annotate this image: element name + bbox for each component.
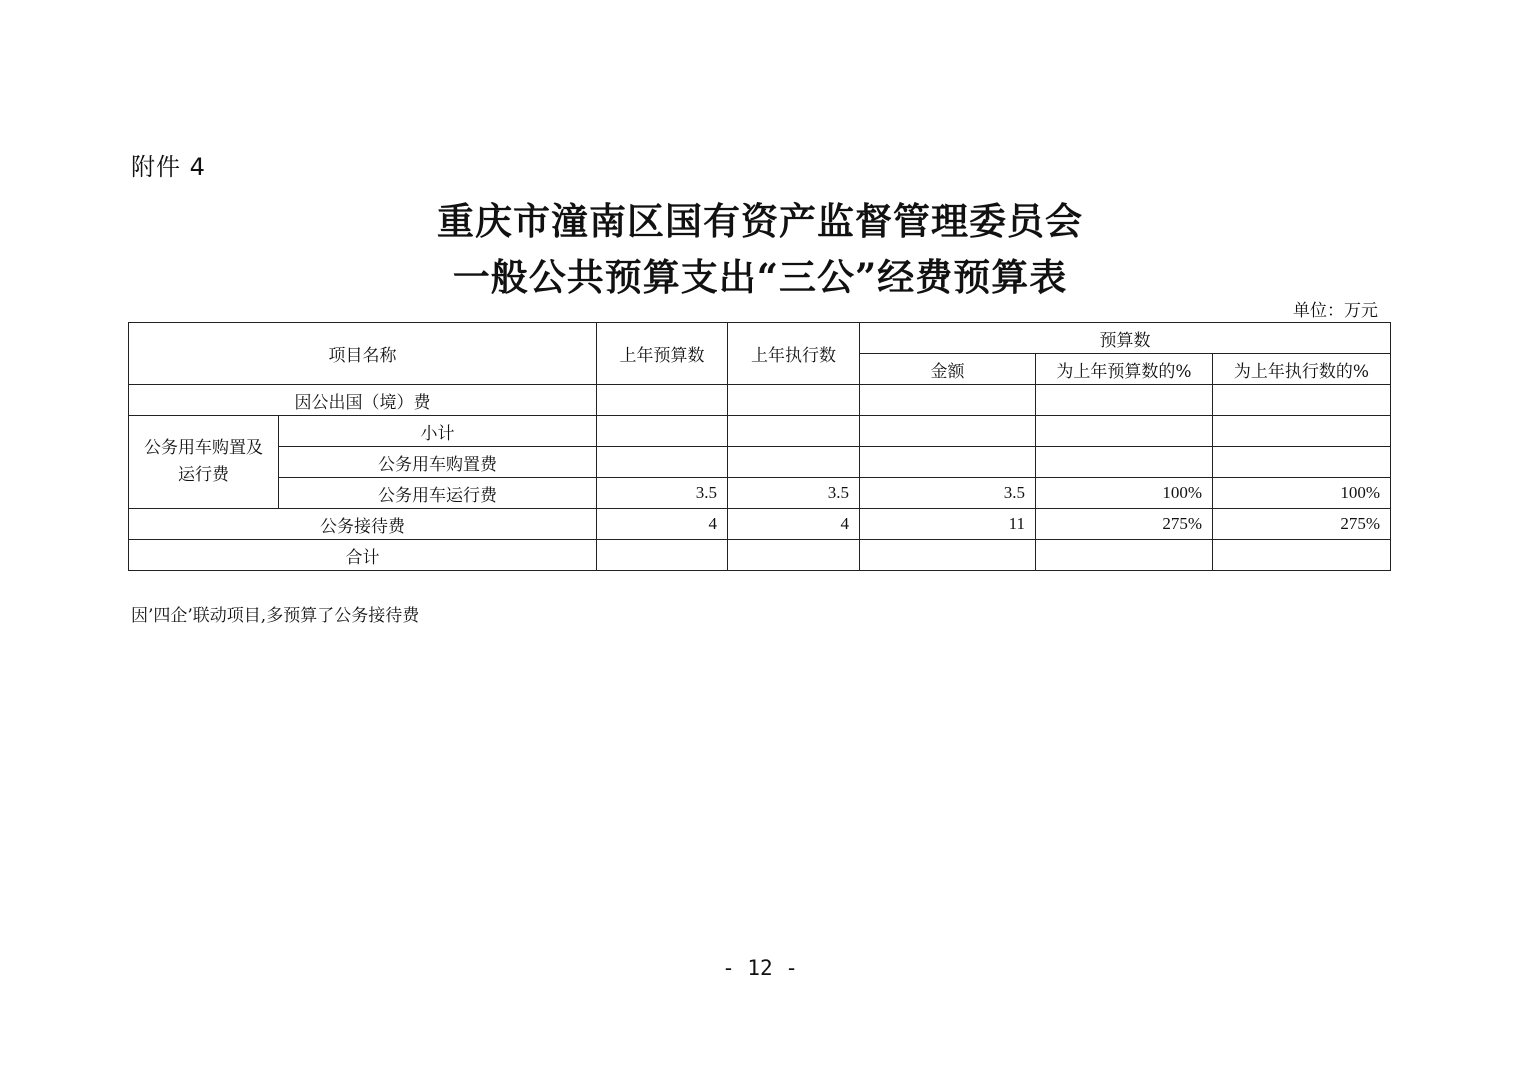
document-title-line-1: 重庆市潼南区国有资产监督管理委员会 — [437, 199, 1083, 243]
cell-pct-budget — [1036, 416, 1213, 447]
cell-pct-actual: 275% — [1213, 509, 1391, 540]
cell-amount: 11 — [860, 509, 1036, 540]
cell-pct-actual: 100% — [1213, 478, 1391, 509]
table-row-vehicle-subtotal — [129, 416, 1391, 447]
table-row-vehicle-purchase — [129, 447, 1391, 478]
unit-label: 单位：万元 — [1293, 301, 1378, 321]
table-row-reception — [129, 509, 1391, 540]
row-label: 因公出国（境）费 — [129, 385, 597, 416]
cell-prev-budget — [597, 447, 728, 478]
header-item-name: 项目名称 — [129, 323, 597, 385]
cell-pct-budget: 275% — [1036, 509, 1213, 540]
header-prev-budget: 上年预算数 — [597, 323, 728, 385]
cell-amount: 3.5 — [860, 478, 1036, 509]
cell-prev-budget: 3.5 — [597, 478, 728, 509]
cell-prev-budget — [597, 416, 728, 447]
cell-amount — [860, 447, 1036, 478]
cell-pct-actual — [1213, 540, 1391, 571]
footnote: 因’四企’联动项目,多预算了公务接待费 — [131, 606, 420, 626]
cell-amount — [860, 540, 1036, 571]
cell-pct-budget — [1036, 385, 1213, 416]
header-prev-actual: 上年执行数 — [728, 323, 860, 385]
table-row-overseas — [129, 385, 1391, 416]
table-row-total — [129, 540, 1391, 571]
cell-prev-actual: 4 — [728, 509, 860, 540]
cell-prev-budget: 4 — [597, 509, 728, 540]
cell-pct-actual — [1213, 416, 1391, 447]
document-title-line-2: 一般公共预算支出“三公”经费预算表 — [452, 255, 1068, 299]
cell-pct-budget: 100% — [1036, 478, 1213, 509]
cell-pct-actual — [1213, 447, 1391, 478]
vehicle-group-label: 公务用车购置及运行费 — [129, 416, 279, 509]
page-number: - 12 - — [722, 956, 798, 980]
attachment-label: 附件 4 — [131, 153, 206, 181]
cell-pct-actual — [1213, 385, 1391, 416]
table-row-vehicle-operation — [129, 478, 1391, 509]
budget-table — [128, 322, 1391, 571]
cell-prev-budget — [597, 540, 728, 571]
cell-prev-actual — [728, 416, 860, 447]
header-amount: 金额 — [860, 354, 1036, 385]
cell-pct-budget — [1036, 540, 1213, 571]
cell-prev-actual: 3.5 — [728, 478, 860, 509]
row-label: 公务用车购置费 — [279, 447, 597, 478]
row-label: 合计 — [129, 540, 597, 571]
table-header-row-1 — [129, 323, 1391, 354]
cell-prev-actual — [728, 447, 860, 478]
row-label: 公务接待费 — [129, 509, 597, 540]
cell-amount — [860, 385, 1036, 416]
cell-prev-budget — [597, 385, 728, 416]
cell-pct-budget — [1036, 447, 1213, 478]
cell-amount — [860, 416, 1036, 447]
header-pct-prev-actual: 为上年执行数的% — [1213, 354, 1391, 385]
cell-prev-actual — [728, 540, 860, 571]
cell-prev-actual — [728, 385, 860, 416]
row-label: 小计 — [279, 416, 597, 447]
header-pct-prev-budget: 为上年预算数的% — [1036, 354, 1213, 385]
header-budget: 预算数 — [860, 323, 1391, 354]
row-label: 公务用车运行费 — [279, 478, 597, 509]
